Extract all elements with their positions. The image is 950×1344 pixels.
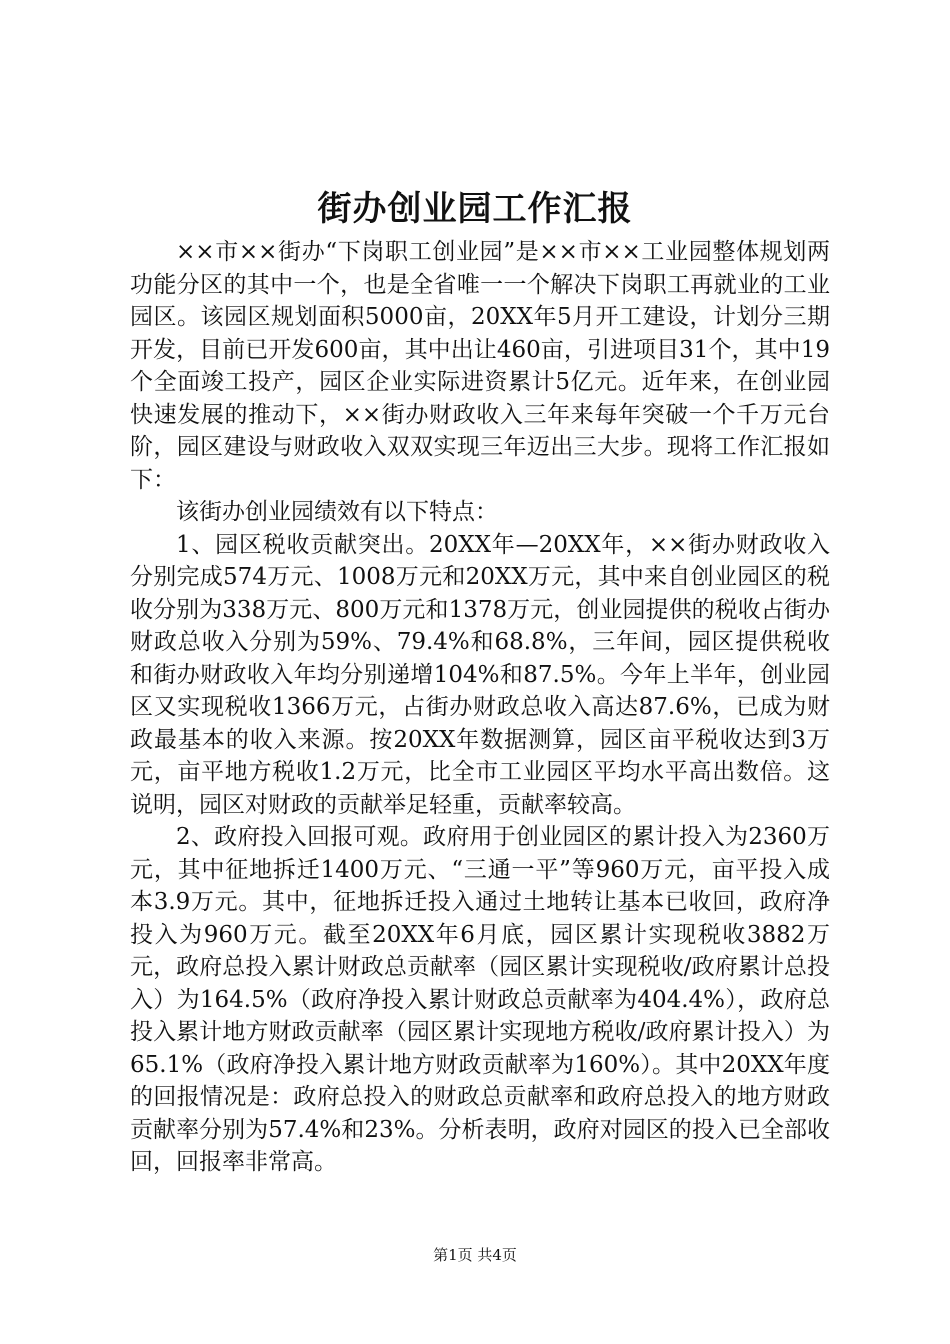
- page-total: 共4页: [477, 1246, 517, 1264]
- paragraph-features-lead: 该街办创业园绩效有以下特点：: [176, 499, 498, 525]
- document-body: [130, 236, 830, 1179]
- paragraph-intro: ××市××街办“下岗职工创业园”是××市××工业园整体规划两功能分区的其中一个，也是全省唯一一个解决下岗职工再就业的工业园区。该园区规划面积5000亩，20XX年5月开工建设，计划分三期开发，目前已开发600亩，其中出让460亩，引进项目31个，其中19个全面竣工投产，园区企业实际进资累计5亿元。近年来，在创业园快速发展的推动下，××街办财政收入三年来每年突破一个千万元台阶，园区建设与财政收入双双实现三年迈出三大步。现将工作汇报如下：: [130, 239, 830, 493]
- paragraph-tax-contribution: 1、园区税收贡献突出。20XX年—20XX年，××街办财政收入分别完成574万元、1008万元和20XX万元，其中来自创业园区的税收分别为338万元、800万元和1378万元，创业园提供的税收占街办财政总收入分别为59%、79.4%和68.8%，三年间，园区提供税收和街办财政收入年均分别递增104%和87.5%。今年上半年，创业园区又实现税收1366万元，占街办财政总收入高达87.6%，已成为财政最基本的收入来源。按20XX年数据测算，园区亩平税收达到3万元，亩平地方税收1.2万元，比全市工业园区平均水平高出数倍。这说明，园区对财政的贡献举足轻重，贡献率较高。: [130, 531, 830, 818]
- page-footer: [0, 1244, 950, 1266]
- document-title: 街办创业园工作汇报: [317, 189, 633, 229]
- page-number: 第1页: [433, 1246, 473, 1264]
- paragraph-government-return: 2、政府投入回报可观。政府用于创业园区的累计投入为2360万元，其中征地拆迁1400万元、“三通一平”等960万元，亩平投入成本3.9万元。其中，征地拆迁投入通过土地转让基本已收回，政府净投入为960万元。截至20XX年6月底，园区累计实现税收3882万元，政府总投入累计财政总贡献率（园区累计实现税收/政府累计总投入）为164.5%（政府净投入累计财政总贡献率为404.4%），政府总投入累计地方财政贡献率（园区累计实现地方税收/政府累计投入）为65.1%（政府净投入累计地方财政贡献率为160%）。其中20XX年度的回报情况是：政府总投入的财政总贡献率和政府总投入的地方财政贡献率分别为57.4%和23%。分析表明，政府对园区的投入已全部收回，回报率非常高。: [130, 824, 830, 1175]
